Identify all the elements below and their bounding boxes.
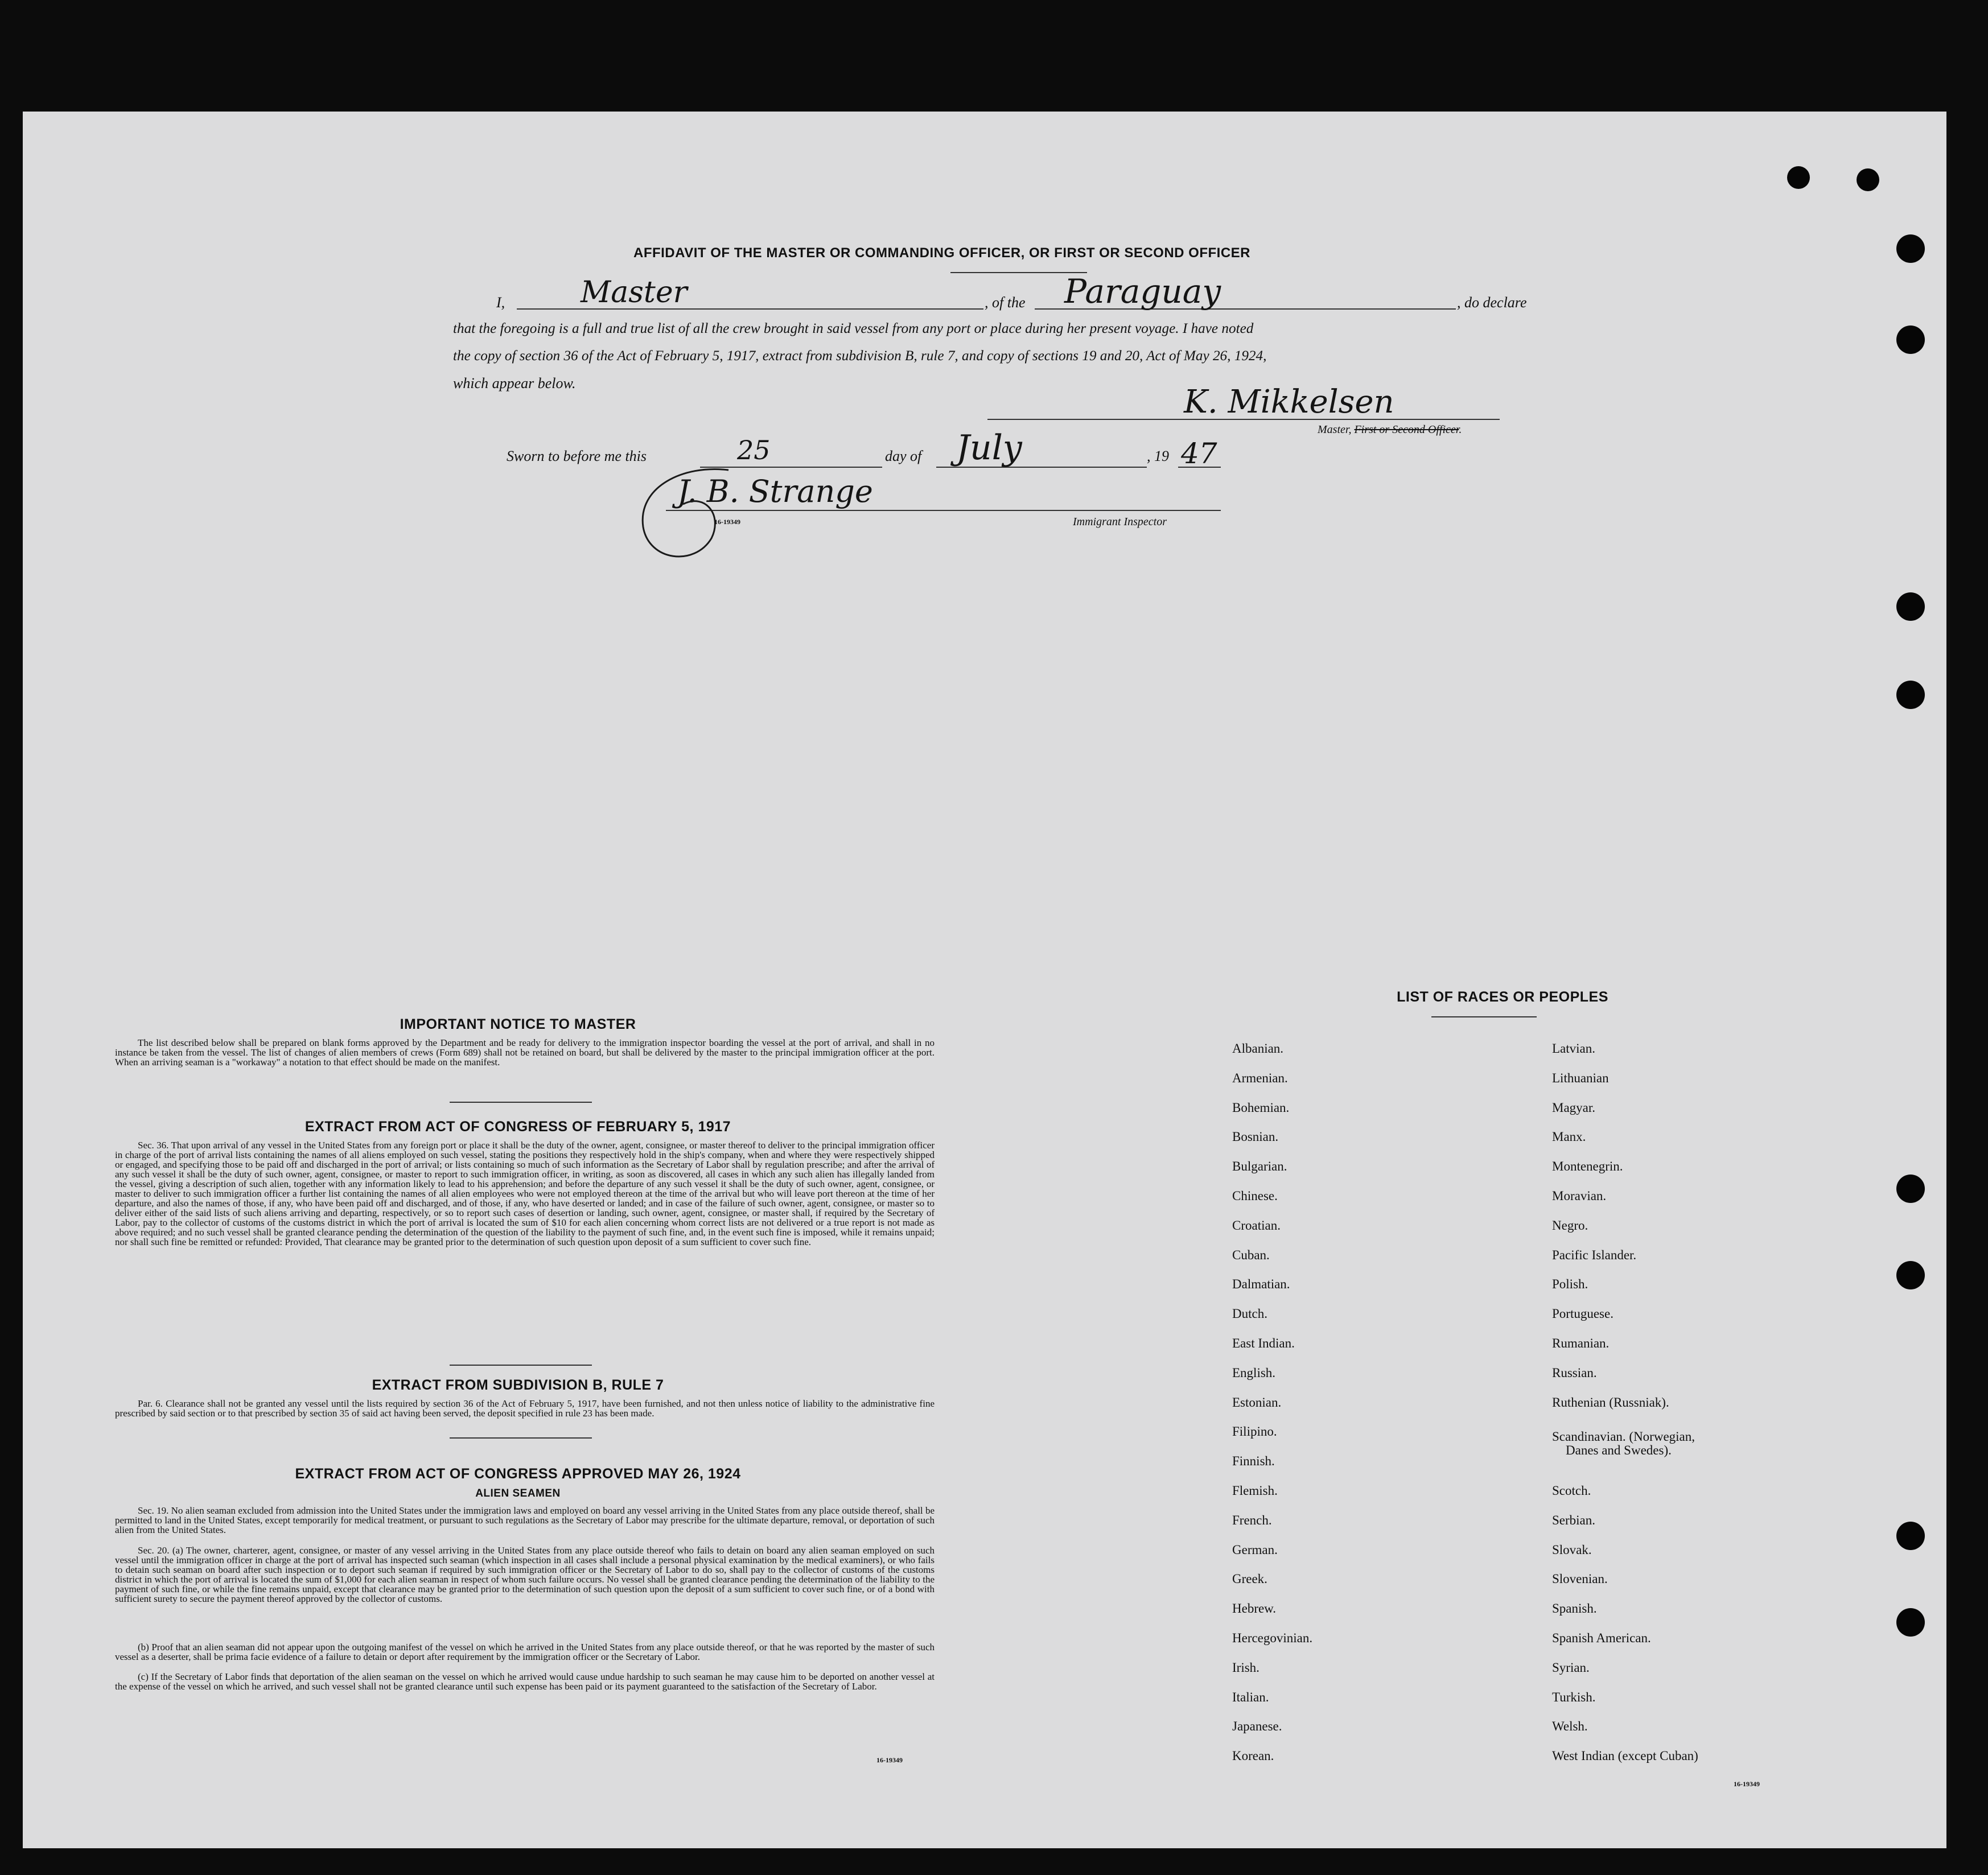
extract-rule7-divider xyxy=(450,1437,592,1439)
handwritten-rank: Master xyxy=(581,275,688,310)
handwritten-year: 47 xyxy=(1181,437,1217,470)
affidavit-title: AFFIDAVIT OF THE MASTER OR COMMANDING OFFICER, OR FIRST OR SECOND OFFICER xyxy=(633,245,1251,261)
race-item: Bohemian. xyxy=(1232,1100,1290,1115)
race-item: Lithuanian xyxy=(1552,1070,1609,1085)
inspector-signature: J. B. Strange xyxy=(677,473,873,509)
race-item: Ruthenian (Russniak). xyxy=(1552,1395,1669,1410)
race-item: Slovak. xyxy=(1552,1542,1592,1557)
signer-title xyxy=(1318,423,1462,436)
punch-hole-icon xyxy=(1896,592,1925,621)
punch-hole-icon xyxy=(1787,166,1810,189)
punch-hole-icon xyxy=(1896,234,1925,263)
punch-hole-icon xyxy=(1896,1175,1925,1203)
extract-1924-sec20c: (c) If the Secretary of Labor finds that deportation of the alien seaman on the vessel on which he arrived would cause undue hardship to such seaman he may cause him to be deported on another vessel at the expense of the vessel on which he arrived, and such vessel shall not be granted clearance until such expense has been paid or its payment guaranteed to the satisfaction of the Secretary of Labor. xyxy=(115,1671,935,1692)
race-item: Spanish American. xyxy=(1552,1630,1651,1645)
signature-flourish xyxy=(615,453,751,578)
race-item: Flemish. xyxy=(1232,1483,1278,1498)
race-item: Slovenian. xyxy=(1552,1572,1608,1586)
race-item: East Indian. xyxy=(1232,1336,1295,1350)
race-item: Hercegovinian. xyxy=(1232,1630,1313,1645)
race-item: Dalmatian. xyxy=(1232,1277,1290,1292)
race-item: German. xyxy=(1232,1542,1278,1557)
race-item: Manx. xyxy=(1552,1130,1586,1144)
extract-rule7-text: Par. 6. Clearance shall not be granted any vessel until the lists required by section 36 of the Act of February 5, 1917, have been furnished, and not then unless notice of liability to the administrative fine prescribed by said section or to that prescribed by section 35 of said act having been served, the deposit specified in rule 23 has been made. xyxy=(115,1398,935,1419)
race-item: Hebrew. xyxy=(1232,1601,1277,1616)
punch-hole-icon xyxy=(1896,681,1925,709)
race-item: Turkish. xyxy=(1552,1689,1596,1704)
race-item: Estonian. xyxy=(1232,1395,1282,1410)
races-title: LIST OF RACES OR PEOPLES xyxy=(1397,989,1608,1005)
race-item: Finnish. xyxy=(1232,1454,1275,1469)
race-item-scandinavian-line1: Scandinavian. (Norwegian, xyxy=(1552,1429,1695,1444)
race-item: Syrian. xyxy=(1552,1660,1590,1675)
year-prefix: , 19 xyxy=(1147,448,1169,464)
race-item: Filipino. xyxy=(1232,1424,1277,1439)
affidavit-line-2: that the foregoing is a full and true list of all the crew brought in said vessel from any port or place during her present voyage. I have noted xyxy=(453,321,1254,336)
race-item: Welsh. xyxy=(1552,1719,1588,1734)
race-item: Latvian. xyxy=(1552,1041,1595,1056)
punch-hole-icon xyxy=(1896,1261,1925,1289)
race-item: Serbian. xyxy=(1552,1513,1596,1527)
do-declare-label: , do declare xyxy=(1457,294,1527,311)
punch-hole-icon xyxy=(1896,1608,1925,1637)
day-of-label: day of xyxy=(885,448,922,464)
punch-hole-icon xyxy=(1896,1522,1925,1550)
extract-1924-sec19: Sec. 19. No alien seaman excluded from admission into the United States under the immigration laws and employed on board any vessel arriving in the United States from any place outside thereof, shall be permitted to land in the United States, except temporarily for medical treatment, or pursuant to such regulations as the Secretary of Labor may prescribe for the ultimate departure, removal, or deportation of such alien from the United States. xyxy=(115,1505,935,1535)
of-the-label: , of the xyxy=(985,294,1026,311)
race-item: Armenian. xyxy=(1232,1070,1288,1085)
race-item: Croatian. xyxy=(1232,1218,1281,1233)
race-item: Montenegrin. xyxy=(1552,1159,1623,1174)
signer-title-struck: First or Second Officer xyxy=(1354,423,1459,436)
extract-rule7-title: EXTRACT FROM SUBDIVISION B, RULE 7 xyxy=(372,1377,664,1393)
extract-1924-sec20b: (b) Proof that an alien seaman did not appear upon the outgoing manifest of the vessel on which he arrived in the United States from any place outside thereof, or that he was reported by the master of such vessel as a deserter, shall be prima facie evidence of a failure to detain or deport after requirement by the immigration officer or the Secretary of Labor. xyxy=(115,1642,935,1662)
master-signature: K. Mikkelsen xyxy=(1184,384,1394,421)
race-item: Portuguese. xyxy=(1552,1307,1614,1321)
extract-1917-text: Sec. 36. That upon arrival of any vessel in the United States from any foreign port or place it shall be the duty of the owner, agent, consignee, or master thereof to deliver to the principal immigration officer in charge of the port of arrival lists containing the names of all aliens employed on such vessel, stating the positions they respectively hold in the ship's company, when and where they were respectively shipped or engaged, and specifying those to be paid off and discharged in the port of arrival; or lists containing so much of such information as the Secretary of Labor shall by regulation prescribe; and after the arrival of any such vessel it shall be the duty of such owner, agent, consignee, or master to report to such immigration officer, in writing, as soon as discovered, all cases in which any such alien has illegally landed from the vessel, giving a description of such alien, together with any information likely to lead to his apprehension; and before the departure of any such vessel it shall be the duty of such owner, agent, consignee, or master to deliver to such immigration officer a further list containing the names of all alien employees who were not employed thereon at the time of the arrival but who will leave port thereon at the time of her departure, and also the names of those, if any, who have been paid off and discharged, and of those, if any, who have deserted or landed; and in case of the failure of such owner, agent, consignee, or master so to deliver either of the said lists of such aliens arriving and departing, respectively, or so to report such cases of desertion or landing, such owner, agent, consignee, or master shall, if required by the Secretary of Labor, pay to the collector of customs of the customs district in which the port of arrival is located the sum of $10 for each alien concerning whom correct lists are not delivered or a true report is not made as above required; and no such vessel shall be granted clearance pending the determination of the question of the liability to the payment of such fine, and, in the event such fine is imposed, while it remains unpaid; nor shall such fine be remitted or refunded: Provided, That clearance may be granted prior to the determination of such question upon deposit of a sum sufficient to cover such fine. xyxy=(115,1140,935,1247)
handwritten-vessel: Paraguay xyxy=(1064,272,1221,311)
race-item: Russian. xyxy=(1552,1365,1597,1380)
notice-text: The list described below shall be prepared on blank forms approved by the Department and be ready for delivery to the immigration inspector boarding the vessel at the port of arrival, and shall in no instance be taken from the vessel. The list of changes of alien members of crews (Form 689) shall not be retained on board, but shall be delivered by the master to the principal immigration officer at the port. When an arriving seaman is a "workaway" a notation to that effect should be made on the manifest. xyxy=(115,1037,935,1068)
extract-1924-title: EXTRACT FROM ACT OF CONGRESS APPROVED MAY 26, 1924 xyxy=(295,1466,741,1482)
race-item: Bosnian. xyxy=(1232,1130,1279,1144)
signer-title-prefix: Master, xyxy=(1318,423,1352,436)
race-item: Magyar. xyxy=(1552,1100,1596,1115)
race-item: Korean. xyxy=(1232,1749,1274,1763)
race-item: Spanish. xyxy=(1552,1601,1597,1616)
race-item: Chinese. xyxy=(1232,1188,1278,1203)
race-item: Moravian. xyxy=(1552,1188,1607,1203)
handwritten-month: July xyxy=(956,428,1022,468)
race-item-scandinavian xyxy=(1552,1424,1698,1483)
race-item: English. xyxy=(1232,1365,1276,1380)
race-item-scandinavian-line2: Danes and Swedes). xyxy=(1566,1443,1672,1458)
race-item: French. xyxy=(1232,1513,1272,1527)
race-item: Japanese. xyxy=(1232,1719,1282,1734)
race-item: Pacific Islander. xyxy=(1552,1247,1637,1262)
notice-divider xyxy=(450,1102,592,1103)
extract-1917-title: EXTRACT FROM ACT OF CONGRESS OF FEBRUARY 5, 1917 xyxy=(304,1119,731,1135)
race-item: Negro. xyxy=(1552,1218,1588,1233)
race-item: Irish. xyxy=(1232,1660,1260,1675)
races-title-underline xyxy=(1431,1016,1537,1017)
race-item: Dutch. xyxy=(1232,1307,1267,1321)
race-item: West Indian (except Cuban) xyxy=(1552,1749,1698,1763)
extract-1917-divider xyxy=(450,1365,592,1366)
affidavit-form-number: 16-19349 xyxy=(714,518,740,526)
race-item: Greek. xyxy=(1232,1572,1267,1586)
inspector-label: Immigrant Inspector xyxy=(1073,516,1167,528)
races-form-number: 16-19349 xyxy=(1734,1780,1760,1788)
extract-1924-sec20a: Sec. 20. (a) The owner, charterer, agent, consignee, or master of any vessel arriving in the United States from any place outside thereof who fails to detain on board any alien seaman employed on such vessel until the immigration officer in charge at the port of arrival has inspected such seaman (which inspection in all cases shall include a personal physical examination by the medical examiners), or who fails to detain such seaman on board after such inspection or to deport such seaman if required by such immigration officer or the Secretary of Labor to do so, shall pay to the collector of customs of the customs district in which the port of arrival is located the sum of $1,000 for each alien seaman in respect of whom such failure occurs. No vessel shall be granted clearance pending the determination of the liability to the payment of such fine, or while the fine remains unpaid, except that clearance may be granted prior to the determination of such question upon the deposit of a sum sufficient to cover such fine, or of a bond with sufficient surety to secure the payment thereof approved by the collector of customs. xyxy=(115,1545,935,1604)
affidavit-line-4: which appear below. xyxy=(453,375,576,392)
signer-title-suffix: . xyxy=(1459,423,1462,436)
form-page xyxy=(23,112,1946,1848)
extract-form-number: 16-19349 xyxy=(876,1756,903,1764)
race-item: Cuban. xyxy=(1232,1247,1270,1262)
punch-hole-icon xyxy=(1896,325,1925,354)
races-right-column xyxy=(1552,1041,1698,1778)
handwritten-day: 25 xyxy=(737,435,771,465)
race-item: Bulgarian. xyxy=(1232,1159,1287,1174)
punch-hole-icon xyxy=(1857,168,1879,191)
race-item: Albanian. xyxy=(1232,1041,1284,1056)
race-item: Polish. xyxy=(1552,1277,1588,1292)
race-item: Scotch. xyxy=(1552,1483,1591,1498)
races-left-column xyxy=(1232,1041,1312,1778)
affidavit-line-3: the copy of section 36 of the Act of February 5, 1917, extract from subdivision B, rule 7, and copy of sections 19 and 20, Act of May 26, 1924, xyxy=(453,348,1267,364)
sworn-label: Sworn to before me this xyxy=(507,448,647,464)
race-item: Rumanian. xyxy=(1552,1336,1610,1350)
notice-title: IMPORTANT NOTICE TO MASTER xyxy=(400,1016,636,1032)
extract-1924-subtitle: ALIEN SEAMEN xyxy=(475,1487,561,1499)
i-label: I, xyxy=(496,294,505,311)
race-item: Italian. xyxy=(1232,1689,1269,1704)
